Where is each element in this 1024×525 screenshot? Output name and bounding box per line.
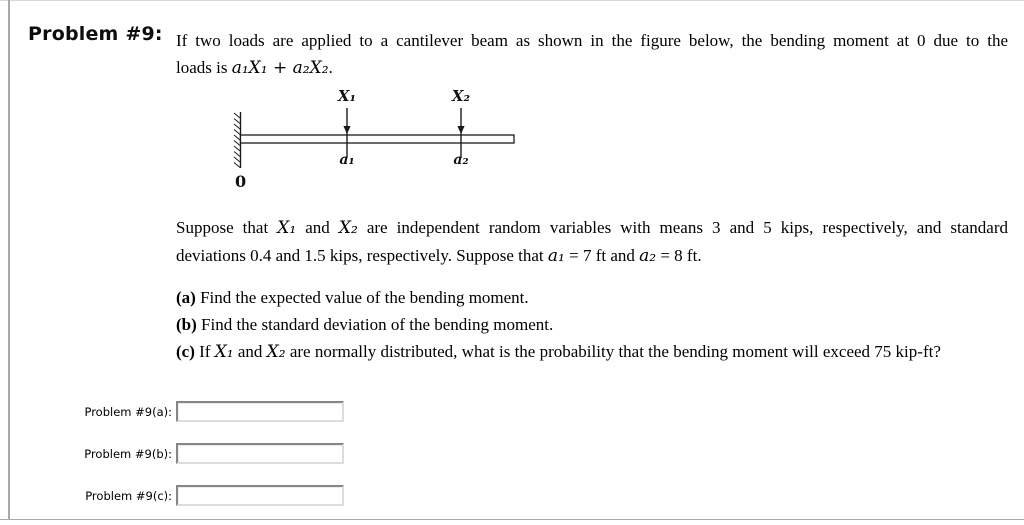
details-text: Suppose that (176, 218, 278, 237)
part-a (176, 284, 1024, 311)
part-c-tag: (c) (176, 342, 195, 361)
details-text: and (296, 218, 339, 237)
distance-label-a2: a₂ (453, 152, 469, 168)
origin-label: 0 (235, 172, 247, 191)
load-label-x2: X₂ (451, 87, 471, 105)
part-a-text: Find the expected value of the bending moment. (195, 288, 529, 307)
part-c (176, 338, 1024, 366)
part-b-text: Find the standard deviation of the bending moment. (196, 315, 554, 334)
var-a2: a₂ (639, 246, 657, 266)
statement-text: loads is (176, 58, 232, 77)
var-x1: X₁ (214, 342, 234, 362)
part-a-tag: (a) (176, 288, 196, 307)
var-x2: X₂ (338, 218, 358, 238)
answer-row-b (0, 443, 400, 465)
var-x1: X₁ (277, 218, 297, 238)
question-parts (176, 284, 1024, 366)
answer-input-c[interactable] (176, 485, 344, 506)
distance-label-a1: a₁ (339, 152, 355, 168)
beam-figure (225, 85, 525, 197)
answer-input-a[interactable] (176, 401, 344, 422)
part-c-text: If (194, 342, 215, 361)
statement-period: . (328, 58, 333, 77)
bottom-border (0, 519, 1024, 520)
details-text: are independent random variables with means 3 and 5 kips, respectively, and standard (357, 218, 1008, 237)
var-x2: X₂ (266, 342, 286, 362)
answer-label-c: Problem #9(c): (85, 489, 172, 503)
part-b (176, 311, 1024, 338)
problem-statement (176, 27, 1008, 82)
left-border (8, 0, 10, 520)
details-line-1 (176, 214, 1008, 242)
load-arrow-x2 (457, 108, 464, 158)
details-text: = 8 ft. (656, 246, 702, 265)
wall-support (234, 112, 241, 168)
answer-row-c (0, 485, 400, 507)
statement-line-2 (176, 54, 1008, 82)
load-arrow-x1 (343, 108, 350, 158)
details-text: = 7 ft and (564, 246, 640, 265)
details-paragraph (176, 214, 1008, 270)
answer-label-a: Problem #9(a): (84, 405, 172, 419)
load-label-x1: X₁ (337, 87, 357, 105)
bending-moment-expression: a₁X₁ + a₂X₂ (231, 58, 329, 78)
beam-figure-drawing (225, 85, 525, 197)
part-c-text: and (233, 342, 267, 361)
part-c-text: are normally distributed, what is the probability that the bending moment will exceed 75 kip-ft? (285, 342, 941, 361)
part-b-tag: (b) (176, 315, 197, 334)
top-border (0, 0, 1024, 1)
beam (241, 135, 515, 143)
var-a1: a₁ (547, 246, 565, 266)
answer-label-b: Problem #9(b): (84, 447, 172, 461)
problem-title: Problem #9: (28, 23, 163, 45)
details-line-2 (176, 242, 1008, 270)
statement-line-1: If two loads are applied to a cantilever beam as shown in the figure below, the bending moment at 0 due to the (176, 31, 1008, 50)
answer-input-b[interactable] (176, 443, 344, 464)
answer-row-a (0, 401, 400, 423)
details-text: deviations 0.4 and 1.5 kips, respectively. Suppose that (176, 246, 548, 265)
